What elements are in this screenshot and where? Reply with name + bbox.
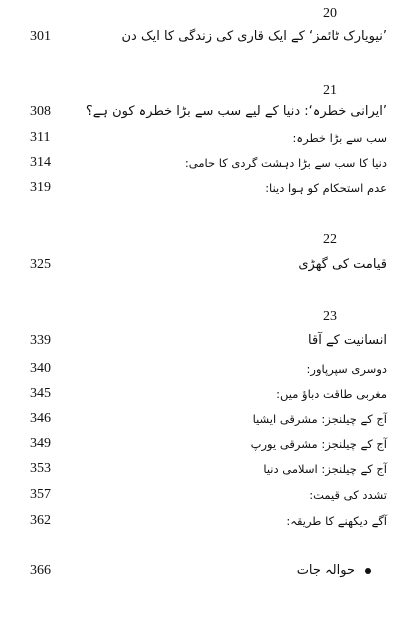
toc-entry	[0, 128, 415, 148]
page-number: 325	[30, 257, 51, 272]
toc-entry	[0, 359, 415, 379]
toc-entry	[0, 331, 415, 351]
chapter-number-23: 23	[323, 309, 337, 324]
entry-title: آج کے چیلنجز: اسلامی دنیا	[263, 462, 387, 476]
page-number: 345	[30, 386, 51, 401]
toc-entry-references	[0, 561, 415, 581]
page-number: 346	[30, 411, 51, 426]
page-number: 362	[30, 513, 51, 528]
page-number: 319	[30, 180, 51, 195]
toc-entry	[0, 434, 415, 454]
entry-title: دوسری سپرپاور:	[306, 362, 387, 376]
toc-entry	[0, 459, 415, 479]
toc-entry	[0, 153, 415, 173]
chapter-number-21: 21	[323, 83, 337, 98]
entry-title: سب سے بڑا خطرہ:	[292, 131, 387, 145]
page-number: 366	[30, 563, 51, 578]
page-number: 340	[30, 361, 51, 376]
references-title: حوالہ جات	[296, 563, 355, 578]
page-number: 311	[30, 130, 51, 145]
toc-entry	[0, 102, 415, 122]
page-number: 308	[30, 104, 51, 119]
chapter-number-22: 22	[323, 232, 337, 247]
toc-entry	[0, 511, 415, 531]
page-number: 339	[30, 333, 51, 348]
toc-entry	[0, 409, 415, 429]
entry-title: آج کے چیلنجز: مشرقی ایشیا	[252, 412, 387, 426]
entry-title: مغربی طاقت دباؤ میں:	[276, 387, 387, 401]
entry-title: ’نیویارک ٹائمز‘ کے ایک قاری کی زندگی کا ایک دن	[121, 29, 387, 44]
chapter-number-20: 20	[323, 6, 337, 21]
page-number: 314	[30, 155, 51, 170]
toc-entry	[0, 485, 415, 505]
page-number: 349	[30, 436, 51, 451]
toc-entry	[0, 384, 415, 404]
entry-title: دنیا کا سب سے بڑا دہشت گردی کا حامی:	[184, 156, 387, 170]
toc-entry	[0, 255, 415, 275]
toc-entry	[0, 178, 415, 198]
entry-title: انسانیت کے آقا	[308, 333, 387, 348]
bullet-icon	[365, 568, 371, 574]
page-number: 357	[30, 487, 51, 502]
toc-entry	[0, 27, 415, 47]
entry-title: آج کے چیلنجز: مشرقی یورپ	[250, 437, 387, 451]
entry-title: قیامت کی گھڑی	[298, 257, 387, 272]
entry-title: ’ایرانی خطرہ‘: دنیا کے لیے سب سے بڑا خطرہ کون ہے؟	[85, 104, 387, 119]
page-number: 353	[30, 461, 51, 476]
entry-title: آگے دیکھنے کا طریقہ:	[286, 514, 387, 528]
entry-title: تشدد کی قیمت:	[309, 488, 387, 502]
entry-title: عدم استحکام کو ہوا دینا:	[265, 181, 387, 195]
page-number: 301	[30, 29, 51, 44]
